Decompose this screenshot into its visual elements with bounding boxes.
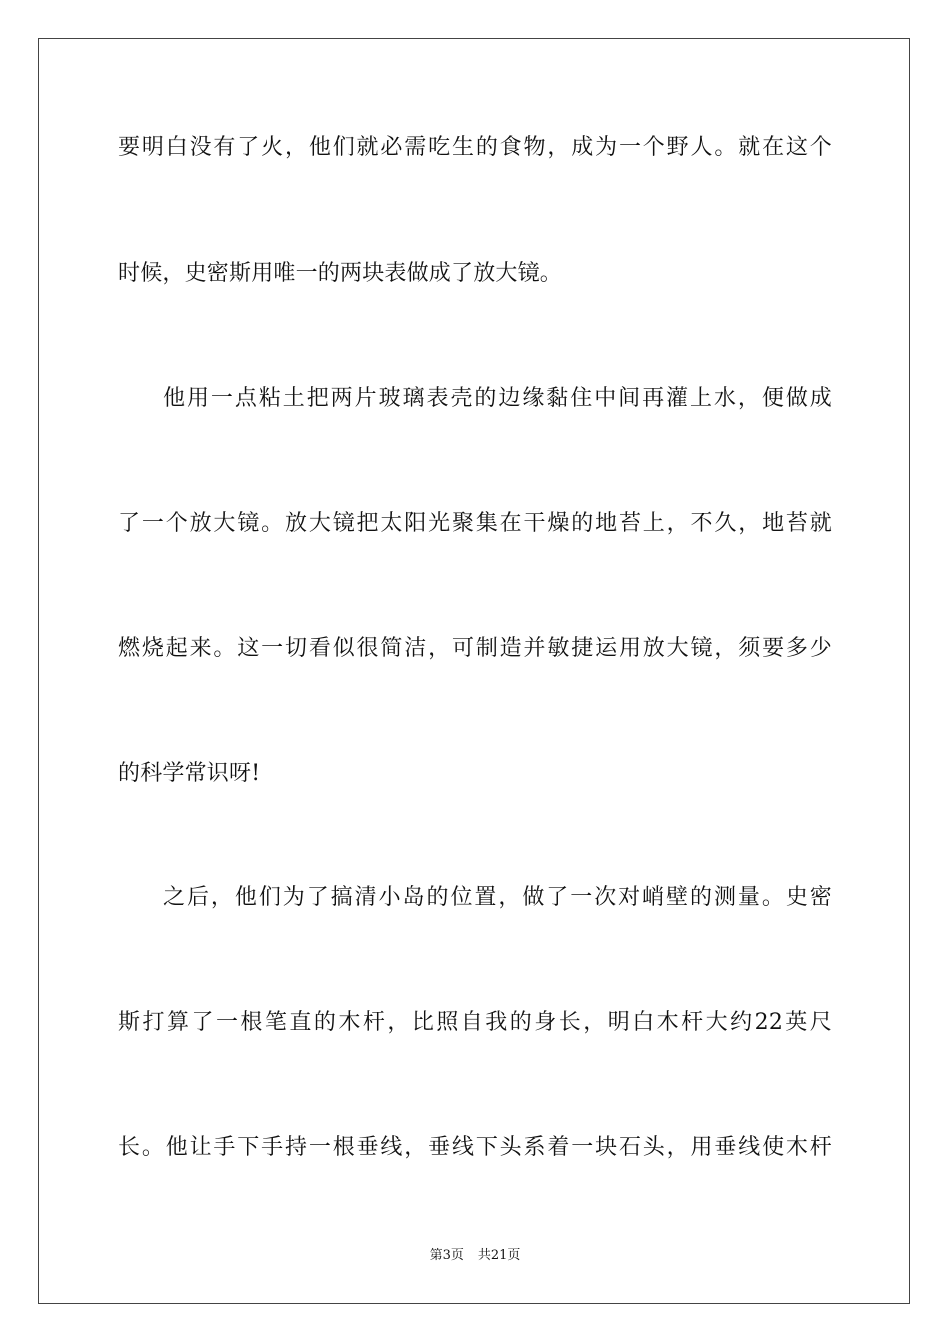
text-line: 燃烧起来。这一切看似很简洁，可制造并敏捷运用放大镜，须要多少 [118, 636, 832, 661]
paragraph-first-line: 之后，他们为了搞清小岛的位置，做了一次对峭壁的测量。史密 [163, 885, 832, 910]
text-line: 斯打算了一根笔直的木杆，比照自我的身长，明白木杆大约22英尺 [118, 1010, 832, 1035]
page-number: 第3页 [429, 1248, 464, 1263]
page-footer [0, 1247, 950, 1265]
paragraph-first-line: 他用一点粘土把两片玻璃表壳的边缘黏住中间再灌上水，便做成 [163, 386, 832, 411]
text-line: 长。他让手下手持一根垂线，垂线下头系着一块石头，用垂线使木杆 [118, 1135, 832, 1160]
page-frame [38, 38, 910, 1304]
text-line: 的科学常识呀! [118, 761, 261, 786]
text-line: 时候，史密斯用唯一的两块表做成了放大镜。 [118, 261, 563, 286]
total-pages: 共21页 [477, 1248, 521, 1263]
text-line: 要明白没有了火，他们就必需吃生的食物，成为一个野人。就在这个 [118, 135, 832, 160]
text-line: 了一个放大镜。放大镜把太阳光聚集在干燥的地苔上，不久，地苔就 [118, 511, 832, 536]
